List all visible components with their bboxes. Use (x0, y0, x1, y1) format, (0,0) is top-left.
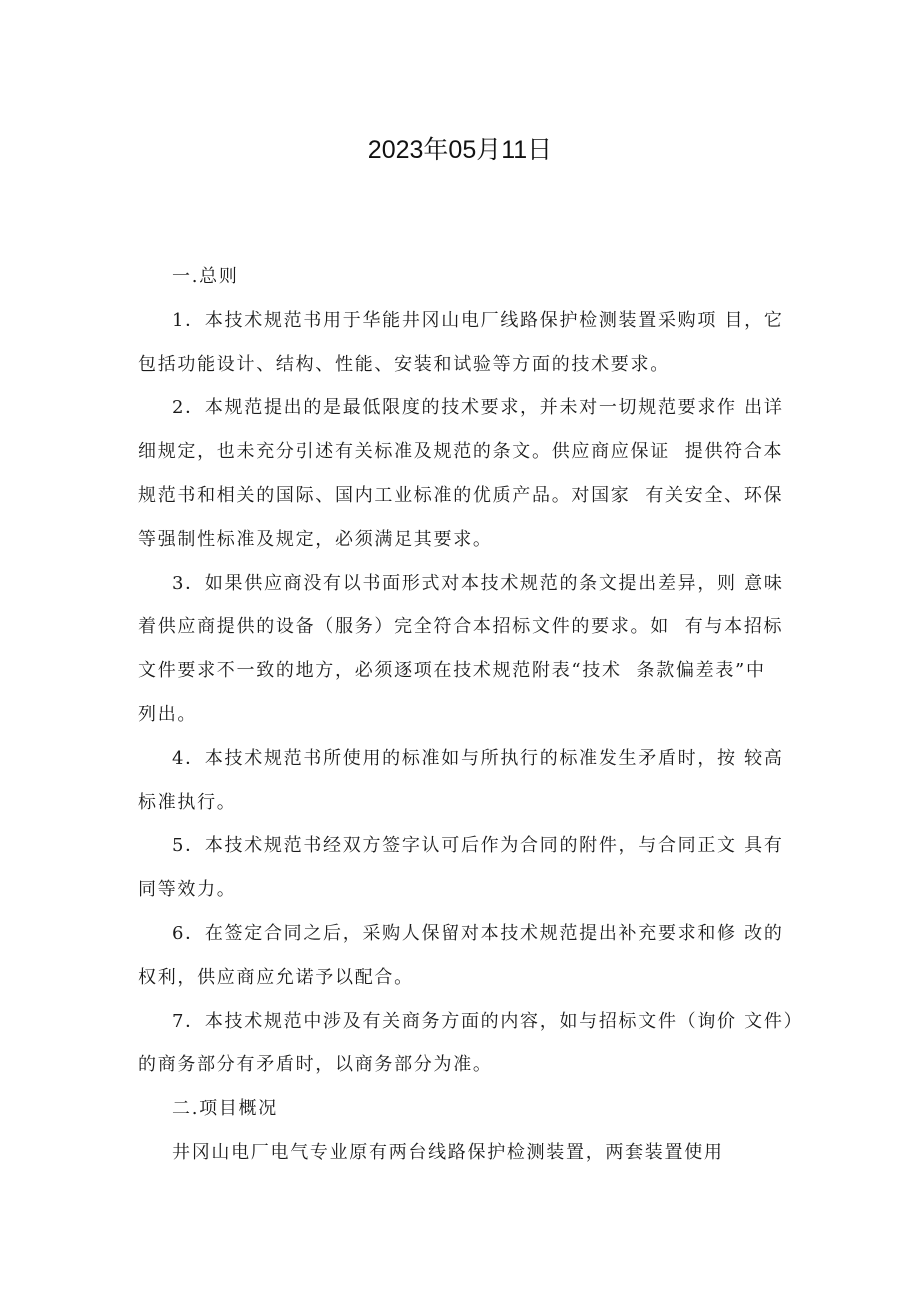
paragraph-line: 1．本技术规范书用于华能井冈山电厂线路保护检测装置采购项 目，它 (172, 309, 784, 331)
paragraph-line: 等强制性标准及规定，必须满足其要求。 (138, 528, 493, 550)
paragraph-line: 2．本规范提出的是最低限度的技术要求，并未对一切规范要求作 出详 (172, 397, 784, 419)
clause-paragraph (138, 737, 818, 825)
section-heading: 一.总则 (172, 266, 239, 287)
paragraph-line: 5．本技术规范书经双方签字认可后作为合同的附件，与合同正文 具有 (172, 835, 784, 857)
paragraph-line: 7．本技术规范中涉及有关商务方面的内容，如与招标文件（询价 文件） (172, 1010, 804, 1032)
overview-paragraph (138, 1131, 818, 1175)
paragraph-line: 井冈山电厂电气专业原有两台线路保护检测装置，两套装置使用 (172, 1141, 724, 1163)
document-body (138, 255, 818, 1175)
paragraph-line: 列出。 (138, 703, 198, 725)
paragraph-line: 6．在签定合同之后，采购人保留对本技术规范提出补充要求和修 改的 (172, 922, 784, 944)
paragraph-line: 细规定，也未充分引述有关标准及规范的条文。供应商应保证 提供符合本 (138, 441, 784, 463)
clause-paragraph (138, 386, 818, 561)
clause-paragraph (138, 299, 818, 387)
paragraph-line: 包括功能设计、结构、性能、安装和试验等方面的技术要求。 (138, 353, 670, 375)
paragraph-line: 规范书和相关的国际、国内工业标准的优质产品。对国家 有关安全、环保 (138, 484, 784, 506)
section-project-overview (138, 1087, 818, 1175)
clause-paragraph (138, 1000, 818, 1088)
paragraph-line: 3．如果供应商没有以书面形式对本技术规范的条文提出差异，则 意味 (172, 572, 784, 594)
clause-paragraph (138, 824, 818, 912)
paragraph-line: 标准执行。 (138, 791, 237, 813)
paragraph-line: 文件要求不一致的地方，必须逐项在技术规范附表“技术 条款偏差表”中 (138, 660, 766, 682)
paragraph-line: 同等效力。 (138, 879, 237, 901)
paragraph-line: 的商务部分有矛盾时，以商务部分为准。 (138, 1054, 493, 1076)
clause-paragraph (138, 912, 818, 1000)
section-heading: 二.项目概况 (172, 1098, 278, 1120)
clause-paragraph (138, 562, 818, 737)
paragraph-line: 权利，供应商应允诺予以配合。 (138, 966, 414, 988)
document-date: 2023年05月11日 (367, 136, 553, 164)
paragraph-line: 着供应商提供的设备（服务）完全符合本招标文件的要求。如 有与本招标 (138, 616, 784, 638)
paragraph-line: 4．本技术规范书所使用的标准如与所执行的标准发生矛盾时，按 较高 (172, 747, 784, 769)
section-general (138, 255, 818, 1087)
